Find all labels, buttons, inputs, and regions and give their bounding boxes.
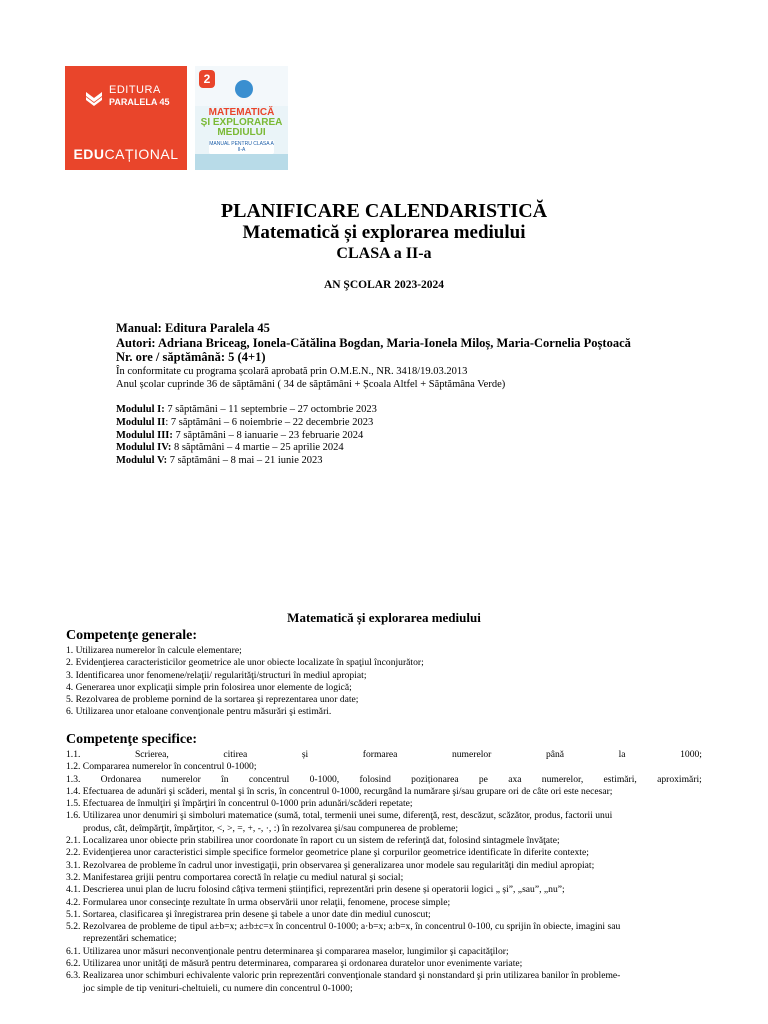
list-item: 1.5. Efectuarea de înmulţiri şi împărţiri în concentrul 0-1000 prin adunări/scăderi repetate; [66, 798, 413, 810]
list-item: 6.3. Realizarea unor schimburi echivalente valoric prin reprezentări convenţionale standard şi nonstandard şi prin utilizarea banilor în probleme- [66, 970, 621, 982]
list-item: 3. Identificarea unor fenomene/relaţii/ regularităţi/structuri în mediul apropiat; [66, 669, 367, 681]
list-item: 1. Utilizarea numerelor în calcule elementare; [66, 645, 242, 656]
list-item: 3.2. Manifestarea grijii pentru comportarea corectă în relaţie cu mediul natural şi social; [66, 871, 404, 883]
list-item: 2. Evidenţierea caracteristicilor geometrice ale unor obiecte localizate în spaţiul înconjurător; [66, 657, 424, 669]
module-row: Modulul V: 7 săptămâni – 8 mai – 21 iunie 2023 [116, 455, 323, 467]
book-subtitle: MANUAL PENTRU CLASA A II-A [209, 141, 274, 153]
general-competences-heading: Competenţe generale: [66, 628, 198, 643]
paralela-label: PARALELA 45 [109, 97, 170, 107]
school-year: AN ŞCOLAR 2023-2024 [323, 279, 445, 291]
authors-line: Autori: Adriana Briceag, Ionela-Cătălina Bogdan, Maria-Ionela Miloș, Maria-Cornelia Poștoacă [116, 335, 631, 350]
module-row: Modulul II: 7 săptămâni – 6 noiembrie – 22 decembrie 2023 [116, 416, 374, 428]
educational-label: EDUCAȚIONAL [73, 146, 179, 162]
module-row: Modulul IV: 8 săptămâni – 4 martie – 25 aprilie 2024 [116, 442, 344, 454]
list-item-continued: reprezentări schematice; [83, 933, 177, 945]
list-item: 1.2. Compararea numerelor în concentrul 0-1000; [66, 761, 257, 773]
list-item-continued: joc simple de tip venituri-cheltuieli, cu numere din concentrul 0-1000; [83, 982, 353, 994]
globe-icon [235, 80, 253, 98]
specific-competences-list [66, 749, 702, 995]
list-item: 5. Rezolvarea de probleme pornind de la sortarea şi reprezentarea unor date; [66, 694, 359, 706]
document-title: PLANIFICARE CALENDARISTICĂ [220, 200, 548, 222]
list-item: 4.1. Descrierea unui plan de lucru folosind câțiva termeni științifici, reprezentări prin desene și operatorii logici „ și”, „sau”, „nu”; [66, 884, 565, 896]
book-arrow-icon [85, 88, 103, 106]
program-line: În conformitate cu programa școlară aprobată prin O.M.E.N., NR. 3418/19.03.2013 [116, 365, 468, 377]
list-item: 6.1. Utilizarea unor măsuri neconvenţionale pentru determinarea şi compararea maselor, lungimilor şi capacităţilor; [66, 945, 509, 957]
specific-competences-heading: Competenţe specifice: [66, 732, 198, 747]
list-item: 5.2. Rezolvarea de probleme de tipul a±b=x; a±b±c=x în concentrul 0-1000; a·b=x; a:b=x, în concentrul 0-100, cu sprijin în obiecte, imagini sau [66, 921, 621, 933]
class-title: CLASA a II-a [336, 245, 432, 262]
list-item: 2.2. Evidenţierea unor caracteristici simple specifice formelor geometrice plane şi corpurilor geometrice identificate în diferite contexte; [66, 847, 589, 859]
list-item: 2.1. Localizarea unor obiecte prin stabilirea unor coordonate în raport cu un sistem de referinţă dat, folosind sintagmele învăţate; [66, 835, 560, 847]
module-row: Modulul I: 7 săptămâni – 11 septembrie – 27 octombrie 2023 [116, 404, 377, 415]
subject-title: Matematică și explorarea mediului [242, 222, 526, 243]
list-item: 1.4. Efectuarea de adunări şi scăderi, mental şi în scris, în concentrul 0-1000, recurgând la numărare şi/sau grupare ori de câte ori este necesar; [66, 785, 613, 797]
book-cover-image [195, 66, 288, 170]
manual-line: Manual: Editura Paralela 45 [116, 321, 270, 335]
list-item: 4.2. Formularea unor consecinţe rezultate în urma observării unor relaţii, fenomene, procese simple; [66, 896, 451, 908]
list-item: 1.1. Scrierea, citirea și formarea numerelor până la 1000; [66, 749, 702, 760]
list-item-continued: produs, cât, deîmpărţit, împărţitor, <, >, =, +, -, ·, :) în rezolvarea şi/sau compunerea de probleme; [83, 822, 459, 834]
publisher-logo [65, 66, 187, 170]
editura-paralela-mark [85, 80, 185, 120]
list-item: 1.6. Utilizarea unor denumiri şi simboluri matematice (sumă, total, termenii unei sume, diferenţă, rest, descăzut, scăzător, produs, factorii unui [66, 810, 613, 822]
section-title: Matematică și explorarea mediului [287, 610, 481, 625]
module-row: Modulul III: 7 săptămâni – 8 ianuarie – 23 februarie 2024 [116, 429, 364, 441]
list-item: 6. Utilizarea unor etaloane convenţionale pentru măsurări şi estimări. [66, 706, 332, 718]
editura-label: EDITURA [109, 84, 161, 96]
book-title: MATEMATICĂ ȘI EXPLORAREA MEDIULUI [200, 107, 283, 138]
general-competences-list [66, 645, 702, 719]
hours-line: Nr. ore / săptămână: 5 (4+1) [116, 350, 266, 364]
list-item: 5.1. Sortarea, clasificarea şi înregistrarea prin desene şi tabele a unor date din mediul cunoscut; [66, 908, 431, 920]
list-item: 3.1. Rezolvarea de probleme în cadrul unor investigaţii, prin observarea şi generalizarea unor modele sau regularităţi din mediul apropiat; [66, 859, 595, 871]
list-item: 4. Generarea unor explicaţii simple prin folosirea unor elemente de logică; [66, 681, 352, 693]
grade-badge: 2 [199, 70, 215, 88]
weeks-line: Anul școlar cuprinde 36 de săptămâni ( 34 de săptămâni + Școala Altfel + Săptămâna Verde) [116, 378, 506, 390]
list-item: 1.3. Ordonarea numerelor în concentrul 0-1000, folosind poziționarea pe axa numerelor, estimări, aproximări; [66, 773, 702, 785]
modules-list [116, 404, 736, 468]
children-illustration [195, 154, 288, 170]
manual-info [116, 321, 736, 391]
list-item: 6.2. Utilizarea unor unităţi de măsură pentru determinarea, compararea şi ordonarea duratelor unor evenimente variate; [66, 958, 523, 970]
